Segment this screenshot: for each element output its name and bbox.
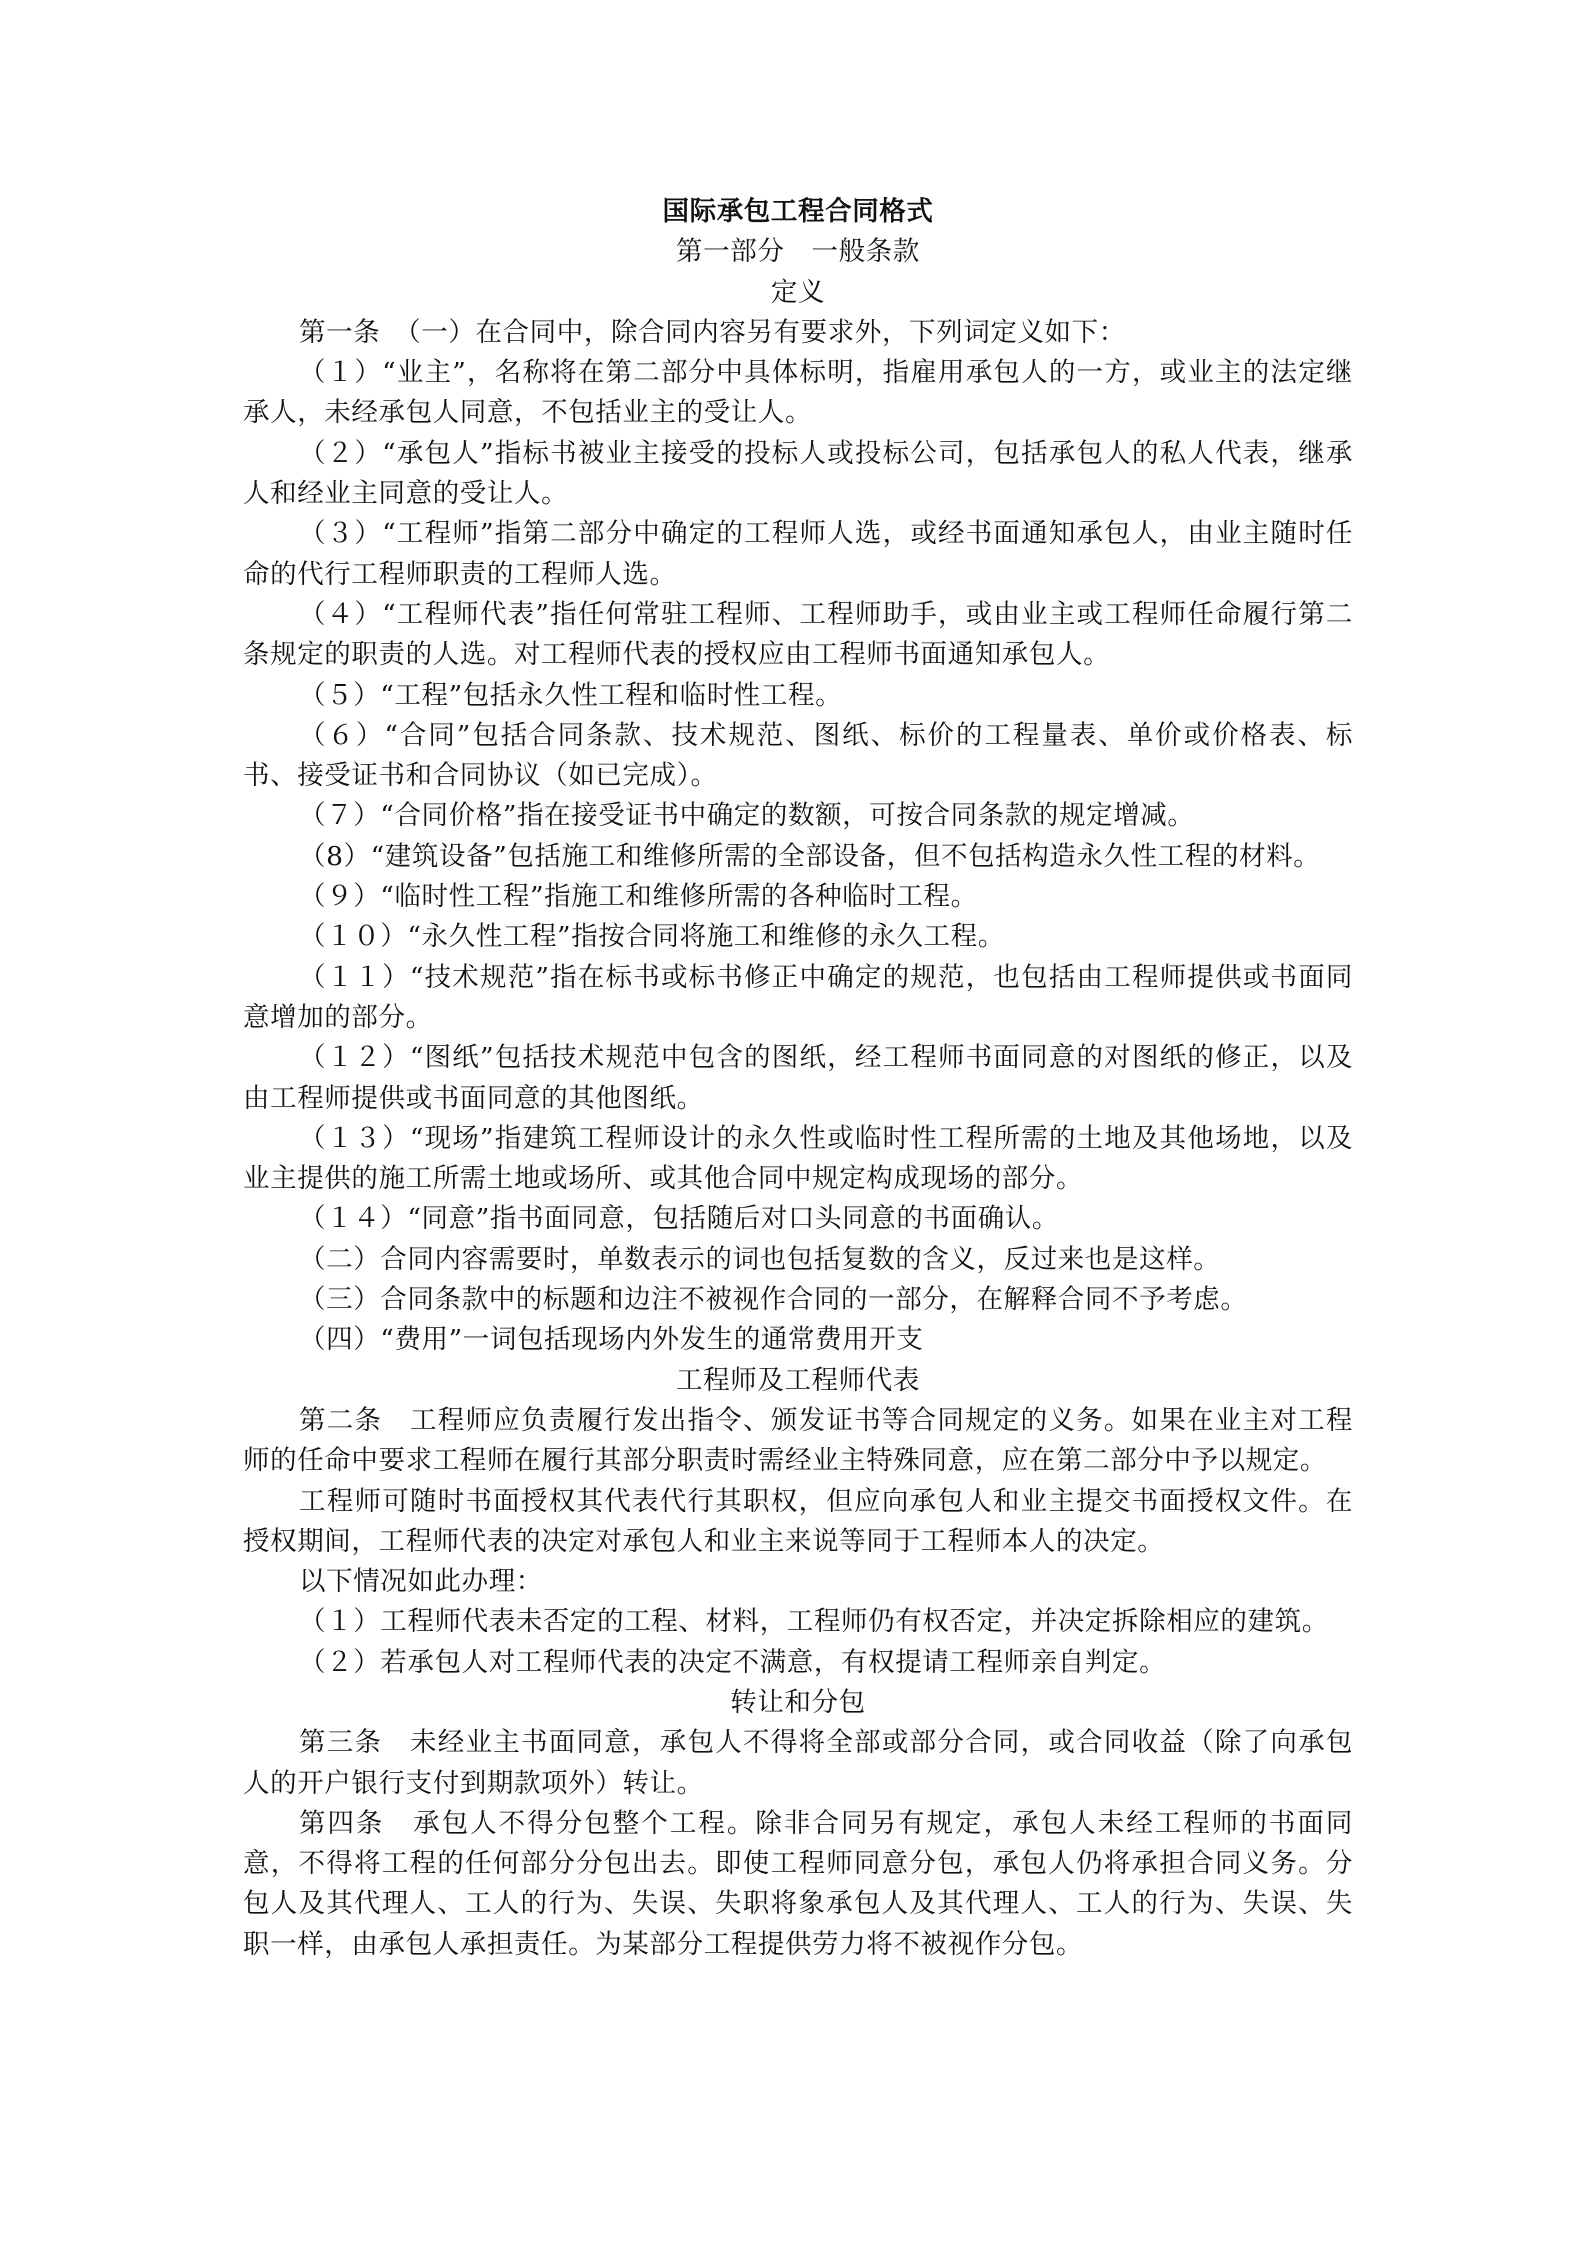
section-heading-engineer: 工程师及工程师代表 bbox=[676, 1364, 920, 1396]
definition-item: （１４）“同意”指书面同意，包括随后对口头同意的书面确认。 bbox=[299, 1203, 1059, 1235]
definition-item: （１）“业主”，名称将在第二部分中具体标明，指雇用承包人的一方，或业主的法定继承人，未经承包人同意，不包括业主的受让人。 bbox=[243, 357, 1353, 429]
definition-item: （３）“工程师”指第二部分中确定的工程师人选，或经书面通知承包人，由业主随时任命的代行工程师职责的工程师人选。 bbox=[243, 518, 1353, 590]
article-2-paragraph: （２）若承包人对工程师代表的决定不满意，有权提请工程师亲自判定。 bbox=[299, 1646, 1167, 1678]
definition-item: （６）“合同”包括合同条款、技术规范、图纸、标价的工程量表、单价或价格表、标书、接受证书和合同协议（如已完成）。 bbox=[243, 719, 1353, 792]
definition-item: （９）“临时性工程”指施工和维修所需的各种临时工程。 bbox=[299, 881, 978, 913]
part-heading: 第一部分 一般条款 bbox=[676, 236, 920, 268]
definition-item: （４）“工程师代表”指任何常驻工程师、工程师助手，或由业主或工程师任命履行第二条规定的职责的人选。对工程师代表的授权应由工程师书面通知承包人。 bbox=[243, 598, 1353, 671]
article-2-paragraph: 以下情况如此办理： bbox=[299, 1566, 543, 1598]
article-1-intro: 第一条 （一）在合同中，除合同内容另有要求外，下列词定义如下： bbox=[299, 316, 1126, 348]
article-2-paragraph: 第二条 工程师应负责履行发出指令、颁发证书等合同规定的义务。如果在业主对工程师的任命中要求工程师在履行其部分职责时需经业主特殊同意，应在第二部分中予以规定。 bbox=[243, 1404, 1353, 1477]
definition-item: （１２）“图纸”包括技术规范中包含的图纸，经工程师书面同意的对图纸的修正，以及由工程师提供或书面同意的其他图纸。 bbox=[243, 1042, 1353, 1114]
article-1-clause: （二）合同内容需要时，单数表示的词也包括复数的含义，反过来也是这样。 bbox=[299, 1243, 1221, 1275]
document-body bbox=[243, 192, 1353, 1965]
section-heading-definitions: 定义 bbox=[770, 276, 826, 308]
definition-item: （５）“工程”包括永久性工程和临时性工程。 bbox=[299, 679, 843, 711]
definition-item: （１３）“现场”指建筑工程师设计的永久性或临时性工程所需的土地及其他场地，以及业主提供的施工所需土地或场所、或其他合同中规定构成现场的部分。 bbox=[243, 1122, 1353, 1195]
definition-item: （１１）“技术规范”指在标书或标书修正中确定的规范，也包括由工程师提供或书面同意增加的部分。 bbox=[243, 961, 1353, 1033]
section-heading-assignment: 转让和分包 bbox=[730, 1686, 866, 1718]
definition-item: （8）“建筑设备”包括施工和维修所需的全部设备，但不包括构造永久性工程的材料。 bbox=[299, 840, 1321, 872]
definition-item: （１０）“永久性工程”指按合同将施工和维修的永久工程。 bbox=[299, 921, 1005, 953]
article-2-paragraph: （１）工程师代表未否定的工程、材料，工程师仍有权否定，并决定拆除相应的建筑。 bbox=[299, 1606, 1329, 1638]
article-1-clause: （三）合同条款中的标题和边注不被视作合同的一部分，在解释合同不予考虑。 bbox=[299, 1284, 1248, 1316]
article-2-paragraph: 工程师可随时书面授权其代表代行其职权，但应向承包人和业主提交书面授权文件。在授权期间，工程师代表的决定对承包人和业主来说等同于工程师本人的决定。 bbox=[243, 1485, 1353, 1557]
definition-item: （２）“承包人”指标书被业主接受的投标人或投标公司，包括承包人的私人代表，继承人和经业主同意的受让人。 bbox=[243, 437, 1353, 510]
definition-item: （７）“合同价格”指在接受证书中确定的数额，可按合同条款的规定增减。 bbox=[299, 800, 1195, 832]
article-3-paragraph: 第三条 未经业主书面同意，承包人不得将全部或部分合同，或合同收益（除了向承包人的开户银行支付到期款项外）转让。 bbox=[243, 1727, 1353, 1799]
document-title: 国际承包工程合同格式 bbox=[662, 196, 934, 227]
article-4-paragraph: 第四条 承包人不得分包整个工程。除非合同另有规定，承包人未经工程师的书面同意，不得将工程的任何部分分包出去。即使工程师同意分包，承包人仍将承担合同义务。分包人及其代理人、工人的行为、失误、失职将象承包人及其代理人、工人的行为、失误、失职一样，由承包人承担责任。为某部分工程提供劳力将不被视作分包。 bbox=[243, 1807, 1353, 1960]
article-1-clause: （四）“费用”一词包括现场内外发生的通常费用开支 bbox=[299, 1324, 924, 1356]
